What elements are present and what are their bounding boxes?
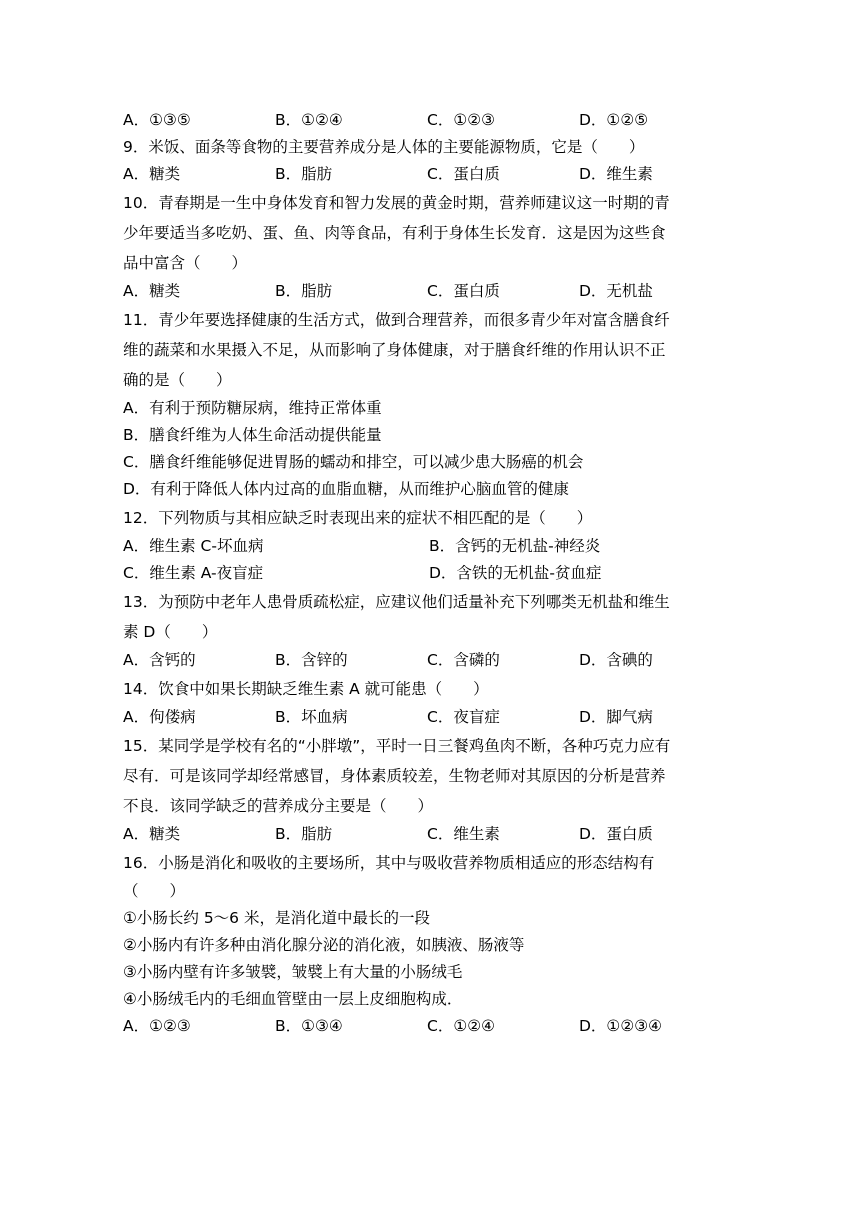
q10-option-c: C．蛋白质 <box>427 282 500 300</box>
q9-option-d: D．维生素 <box>579 165 653 183</box>
q16-options <box>123 1013 735 1040</box>
q12-option-a: A．维生素 C-坏血病 <box>123 537 264 555</box>
q8-option-b: B．①②④ <box>275 111 343 129</box>
q11-option-d: D．有利于降低人体内过高的血脂血糖，从而维护心脑血管的健康 <box>123 480 569 498</box>
q9-option-b: B．脂肪 <box>275 165 333 183</box>
q13-option-d: D．含碘的 <box>579 651 653 669</box>
q15-option-b: B．脂肪 <box>275 825 333 843</box>
q12-options-row-1 <box>123 533 735 560</box>
q11-stem-line-1: 11．青少年要选择健康的生活方式，做到合理营养，而很多青少年对富含膳食纤 <box>123 311 670 329</box>
q16-option-a: A．①②③ <box>123 1017 191 1035</box>
q11-stem-line-3: 确的是（ ） <box>123 371 232 389</box>
q8-option-a: A．①③⑤ <box>123 111 191 129</box>
q15-stem-line-3: 不良．该同学缺乏的营养成分主要是（ ） <box>123 797 434 815</box>
q16-statement-1: ①小肠长约 5～6 米，是消化道中最长的一段 <box>123 909 430 927</box>
q10-option-a: A．糖类 <box>123 282 181 300</box>
q16-statement-4: ④小肠绒毛内的毛细血管壁由一层上皮细胞构成． <box>123 990 463 1008</box>
q15-option-c: C．维生素 <box>427 825 500 843</box>
q13-option-a: A．含钙的 <box>123 651 196 669</box>
q15-option-d: D．蛋白质 <box>579 825 653 843</box>
q14-options <box>123 704 735 731</box>
question-content <box>123 107 735 1040</box>
q10-stem-line-1: 10．青春期是一生中身体发育和智力发展的黄金时期，营养师建议这一时期的青 <box>123 194 670 212</box>
q16-option-c: C．①②④ <box>427 1017 496 1035</box>
q12-option-c: C．维生素 A-夜盲症 <box>123 564 264 582</box>
q11-stem-line-2: 维的蔬菜和水果摄入不足，从而影响了身体健康，对于膳食纤维的作用认识不正 <box>123 341 666 359</box>
q16-stem-line-2: （ ） <box>123 882 186 900</box>
q14-option-a: A．佝偻病 <box>123 708 196 726</box>
q8-option-d: D．①②⑤ <box>579 111 649 129</box>
q14-option-c: C．夜盲症 <box>427 708 500 726</box>
q8-option-c: C．①②③ <box>427 111 496 129</box>
q11-option-b: B．膳食纤维为人体生命活动提供能量 <box>123 426 382 444</box>
q12-option-b: B．含钙的无机盐-神经炎 <box>429 537 601 555</box>
q13-stem-line-2: 素 D（ ） <box>123 623 218 641</box>
q14-option-d: D．脚气病 <box>579 708 653 726</box>
q14-stem-line-1: 14．饮食中如果长期缺乏维生素 A 就可能患（ ） <box>123 680 489 698</box>
q16-statement-2: ②小肠内有许多种由消化腺分泌的消化液，如胰液、肠液等 <box>123 936 525 954</box>
q12-option-d: D．含铁的无机盐-贫血症 <box>429 564 602 582</box>
q10-stem-line-2: 少年要适当多吃奶、蛋、鱼、肉等食品，有利于身体生长发育．这是因为这些食 <box>123 224 666 242</box>
q15-stem-line-2: 尽有．可是该同学却经常感冒，身体素质较差，生物老师对其原因的分析是营养 <box>123 767 666 785</box>
q13-option-b: B．含锌的 <box>275 651 348 669</box>
q16-option-b: B．①③④ <box>275 1017 343 1035</box>
q13-options <box>123 647 735 674</box>
q9-stem-line-1: 9．米饭、面条等食物的主要营养成分是人体的主要能源物质，它是（ ） <box>123 138 645 156</box>
q8-options <box>123 107 735 134</box>
q15-options <box>123 821 735 848</box>
q12-stem-line-1: 12．下列物质与其相应缺乏时表现出来的症状不相匹配的是（ ） <box>123 509 593 527</box>
q16-stem-line-1: 16．小肠是消化和吸收的主要场所，其中与吸收营养物质相适应的形态结构有 <box>123 854 655 872</box>
q16-option-d: D．①②③④ <box>579 1017 663 1035</box>
q13-stem-line-1: 13．为预防中老年人患骨质疏松症，应建议他们适量补充下列哪类无机盐和维生 <box>123 593 670 611</box>
q10-stem-line-3: 品中富含（ ） <box>123 254 248 272</box>
q12-options-row-2 <box>123 560 735 587</box>
q15-stem-line-1: 15．某同学是学校有名的“小胖墩”，平时一日三餐鸡鱼肉不断，各种巧克力应有 <box>123 737 671 755</box>
q9-option-a: A．糖类 <box>123 165 181 183</box>
q10-options <box>123 278 735 305</box>
q15-option-a: A．糖类 <box>123 825 181 843</box>
q13-option-c: C．含磷的 <box>427 651 500 669</box>
q9-option-c: C．蛋白质 <box>427 165 500 183</box>
q11-option-a: A．有利于预防糖尿病，维持正常体重 <box>123 399 382 417</box>
q16-statement-3: ③小肠内壁有许多皱襞，皱襞上有大量的小肠绒毛 <box>123 963 463 981</box>
q14-option-b: B．坏血病 <box>275 708 348 726</box>
q11-option-c: C．膳食纤维能够促进胃肠的蠕动和排空，可以减少患大肠癌的机会 <box>123 453 584 471</box>
q10-option-d: D．无机盐 <box>579 282 653 300</box>
q9-options <box>123 161 735 188</box>
q10-option-b: B．脂肪 <box>275 282 333 300</box>
